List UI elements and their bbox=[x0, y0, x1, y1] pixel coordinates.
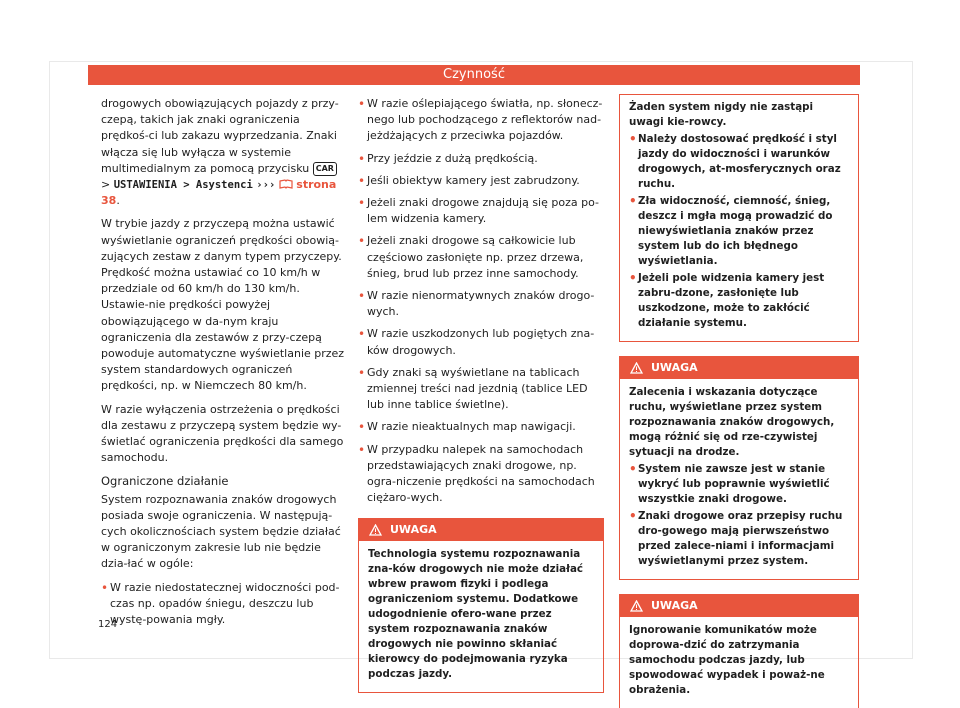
warning-intro: Zalecenia i wskazania dotyczące ruchu, wyświetlane przez system rozpoznawania znaków drogowych, mogą różnić się od rze-czywistej sytuacji na drodze. bbox=[629, 386, 835, 458]
paragraph-trailer-off: W razie wyłączenia ostrzeżenia o prędkości dla zestawu z przyczepą system będzie wy-świetlać ograniczenia prędkości dla samego samochodu. bbox=[101, 402, 344, 465]
list-item: • Jeżeli znaki drogowe znajdują się poza po-lem widzenia kamery. bbox=[358, 195, 604, 227]
list-item: • System nie zawsze jest w stanie wykryć lub poprawnie wyświetlić wszystkie znaki drogowe. bbox=[629, 462, 849, 507]
list-item: • Gdy znaki są wyświetlane na tablicach zmiennej treści nad jezdnią (tablice LED lub inne tablice świetlne). bbox=[358, 365, 604, 414]
notice-intro: Żaden system nigdy nie zastąpi uwagi kie-rowcy. bbox=[629, 101, 814, 128]
car-button-icon: CAR bbox=[313, 162, 337, 176]
list-item: • W przypadku nalepek na samochodach przedstawiających znaki drogowe, np. ogra-niczenie prędkości na samochodach ciężaro-wych. bbox=[358, 442, 604, 507]
page-number: 124 bbox=[98, 619, 118, 630]
warning-text: Ignorowanie komunikatów może doprowa-dzić do zatrzymania samochodu podczas jazdy, lub spowodować wypadek i poważ-ne obrażenia. bbox=[629, 624, 825, 696]
column-1 bbox=[101, 96, 349, 634]
list-item: • W razie oślepiającego światła, np. słonecz-nego lub pochodzącego z reflektorów nad-jeżdżających z przeciwka pojazdów. bbox=[358, 96, 604, 145]
warning-box-technology bbox=[358, 518, 604, 693]
column-3 bbox=[619, 96, 859, 708]
warning-text: Technologia systemu rozpoznawania zna-ków drogowych nie może działać wbrew prawom fizyki i podlega ograniczeniom systemu. Dodatkowe udogodnienie ofero-wane przez system rozpoznawania znaków drogowych nie powinno skłaniać kierowcy do podejmowania ryzyka podczas jazdy. bbox=[368, 548, 584, 681]
paragraph-limitations: System rozpoznawania znaków drogowych posiada swoje ograniczenia. W następują-cych okolicznościach system będzie działać w ograniczonym zakresie lub nie będzie dzia-łać w ogóle: bbox=[101, 492, 341, 571]
list-item: • Zła widoczność, ciemność, śnieg, deszcz i mgła mogą prowadzić do niewyświetlania znaków przez system lub do ich błędnego wyświetlania. bbox=[629, 194, 849, 269]
list-item: • Jeżeli pole widzenia kamery jest zabru-dzone, zasłonięte lub uszkodzone, może to zakłócić działanie systemu. bbox=[629, 271, 849, 331]
menu-path: USTAWIENIA > Asystenci bbox=[113, 179, 253, 192]
heading-limited-function: Ograniczone działanie bbox=[101, 474, 229, 489]
warning-triangle-icon bbox=[630, 600, 643, 612]
book-reference-icon bbox=[279, 179, 293, 189]
list-item: • Jeśli obiektyw kamery jest zabrudzony. bbox=[358, 173, 604, 189]
list-item: • Należy dostosować prędkość i styl jazdy do widoczności i warunków drogowych, at-mosferycznych oraz ruchu. bbox=[629, 132, 849, 192]
paragraph-trailer-mode: W trybie jazdy z przyczepą można ustawić wyświetlanie ograniczeń prędkości obowią-zujących zestaw z danym typem przyczepy. Prędkość można ustawiać co 10 km/h w przedziale od 60 km/h do 130 km/h. Ustawie-nie prędkości powyżej obowiązującego w da-nym kraju ograniczenia dla zestawów z przy-czepą powoduje automatyczne wyświetlanie przez system standardowych ograniczeń prędkości, np. w Niemczech 80 km/h. bbox=[101, 217, 345, 393]
list-item: • Jeżeli znaki drogowe są całkowicie lub częściowo zasłonięte np. przez drzewa, śnieg, brud lub przez inne samochody. bbox=[358, 233, 604, 282]
notice-box-driver-attention bbox=[619, 94, 859, 342]
ref-arrows: ››› bbox=[256, 179, 276, 192]
warning-triangle-icon bbox=[369, 524, 382, 536]
list-item: • W razie uszkodzonych lub pogiętych zna-ków drogowych. bbox=[358, 326, 604, 358]
page-reference-link[interactable]: strona 38 bbox=[101, 178, 337, 208]
list-item: • W razie nienormatywnych znaków drogo-wych. bbox=[358, 288, 604, 320]
warning-header: UWAGA bbox=[359, 519, 603, 541]
warning-header: UWAGA bbox=[620, 595, 858, 617]
paragraph-intro: drogowych obowiązujących pojazdy z przy-czepą, takich jak znaki ograniczenia prędkoś-ci lub zakazu wyprzedzania. Znaki włącza się lub wyłącza w systemie multimedialnym za pomocą przycisku CAR > USTAWIENIA > Asystenci ››› strona 38. bbox=[101, 97, 339, 208]
warning-triangle-icon bbox=[630, 362, 643, 374]
warning-box-ignoring-messages bbox=[619, 594, 859, 708]
warning-header: UWAGA bbox=[620, 357, 858, 379]
list-item: • Przy jeździe z dużą prędkością. bbox=[358, 151, 604, 167]
warning-box-recommendations bbox=[619, 356, 859, 580]
list-item: • Znaki drogowe oraz przepisy ruchu dro-gowego mają pierwszeństwo przed zalece-niami i informacjami wyświetlanymi przez system. bbox=[629, 509, 849, 569]
column-2 bbox=[358, 96, 604, 693]
list-item: • W razie niedostatecznej widoczności pod-czas np. opadów śniegu, deszczu lub wystę-powania mgły. bbox=[101, 580, 349, 629]
section-header: Czynność bbox=[88, 65, 860, 85]
list-item: • W razie nieaktualnych map nawigacji. bbox=[358, 419, 604, 435]
